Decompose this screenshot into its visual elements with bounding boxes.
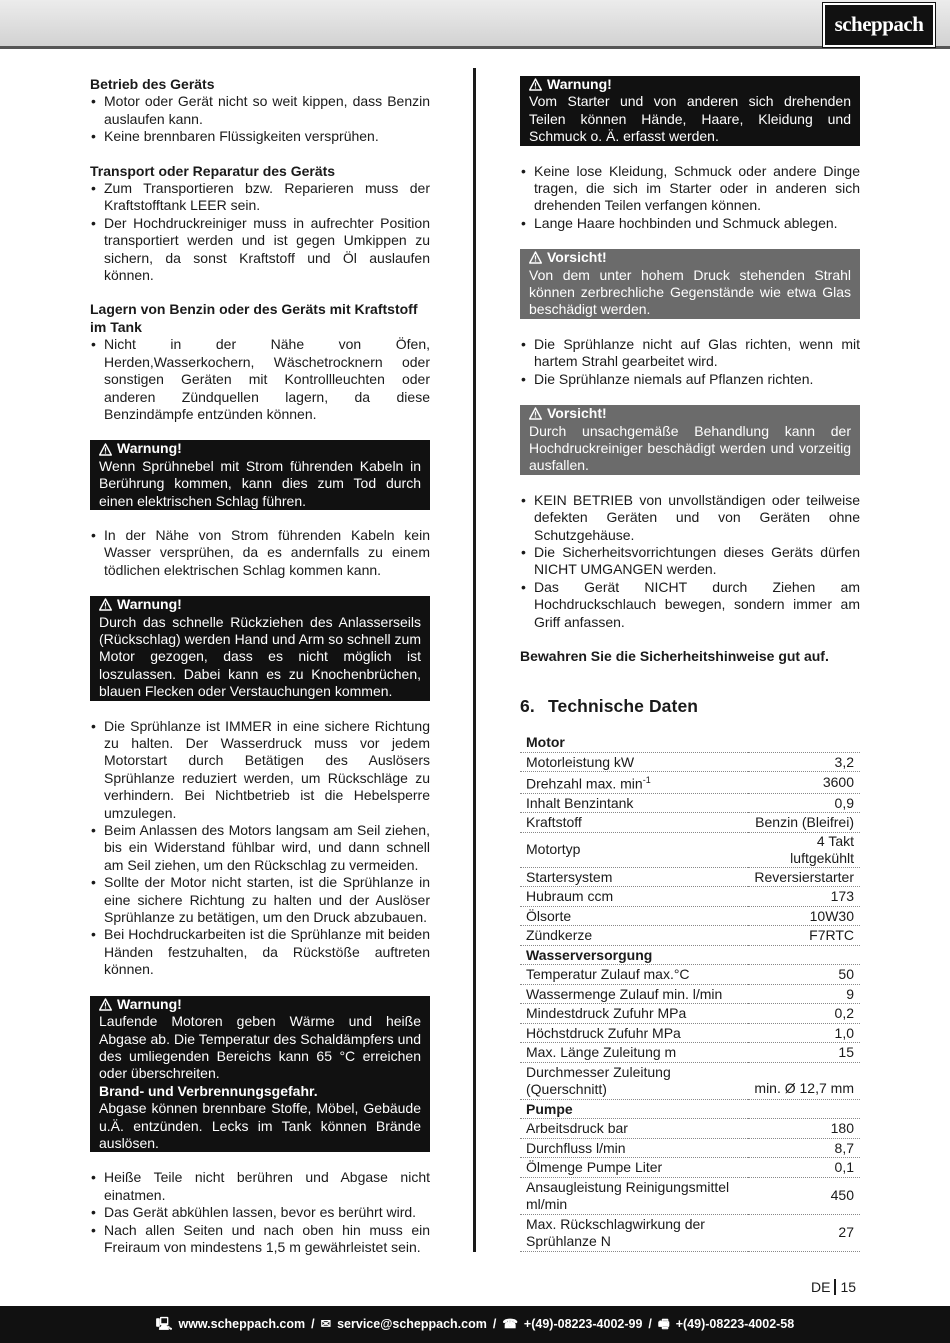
spec-label: Ölsorte	[520, 906, 748, 926]
bullet-list	[520, 336, 860, 388]
page-lang: DE	[811, 1279, 831, 1295]
spec-value: 3,2	[748, 752, 860, 772]
group-label: Motor	[520, 733, 860, 753]
table-row	[520, 926, 860, 946]
spec-value: 1,0	[748, 1023, 860, 1043]
page-number	[811, 1279, 856, 1296]
spec-value: 50	[748, 965, 860, 985]
list-item: • Die Sprühlanze nicht auf Glas richten, wenn mit hartem Strahl gearbeitet wird.	[520, 336, 860, 371]
list-item: • Die Sprühlanze niemals auf Pflanzen richten.	[520, 371, 860, 388]
list-item: • Keine lose Kleidung, Schmuck oder andere Dinge tragen, die sich im Starter oder in anderen sich drehenden Teilen verfangen können.	[520, 163, 860, 215]
section-title-transport: Transport oder Reparatur des Geräts	[90, 162, 336, 179]
keep-instructions-note: Bewahren Sie die Sicherheitshinweise gut auf.	[520, 647, 829, 664]
fax-icon: 🖷	[657, 1316, 670, 1331]
spec-value: 4 Takt luftgekühlt	[748, 832, 860, 867]
footer-bar: 🖳 www.scheppach.com / ✉ service@scheppach.com / ☎ +(49)-08223-4002-99 / 🖷 +(49)-08223-4002-58	[0, 1306, 950, 1343]
spec-label: Drehzahl max. $\min^{-1}$	[520, 772, 748, 794]
table-row	[520, 867, 860, 887]
spec-label: Inhalt Benzintank	[520, 793, 748, 813]
spec-label: Startersystem	[520, 867, 748, 887]
spec-value: Benzin (Bleifrei)	[748, 813, 860, 833]
bullet-list	[90, 718, 430, 979]
list-item: • Zum Transportieren bzw. Reparieren muss der Kraftstofftank LEER sein.	[90, 180, 430, 215]
warning-title: Warnung!	[547, 76, 612, 92]
table-group-row	[520, 945, 860, 965]
spec-label: Temperatur Zulauf max.°C	[520, 965, 748, 985]
caution-title: Vorsicht!	[547, 405, 607, 422]
footer-fax: +(49)-08223-4002-58	[675, 1316, 795, 1331]
bullet-list	[90, 180, 430, 284]
warning-box	[520, 76, 860, 146]
caution-title: Vorsicht!	[547, 249, 607, 266]
spec-label: Motortyp	[520, 832, 748, 867]
list-item: • Das Gerät NICHT durch Ziehen am Hochdruckschlauch bewegen, sondern immer am Griff anfassen.	[520, 579, 860, 631]
list-item: • Der Hochdruckreiniger muss in aufrechter Position transportiert werden und ist gegen Umkippen zu sichern, da sonst Kraftstoff und Öl auslaufen können.	[90, 215, 430, 285]
table-group-row	[520, 733, 860, 753]
spec-value: 10W30	[748, 906, 860, 926]
table-row	[520, 752, 860, 772]
spec-label: Kraftstoff	[520, 813, 748, 833]
warning-text: Wenn Sprühnebel mit Strom führenden Kabeln in Berührung kommen, kann dies zum Tod durch einen elektrischen Schlag führen.	[99, 457, 421, 509]
caution-text: Durch unsachgemäße Behandlung kann der Hochdruckreiniger beschädigt werden und vorzeitig ausfallen.	[529, 422, 851, 474]
warning-title: Warnung!	[117, 995, 182, 1012]
right-column	[520, 76, 860, 1252]
computer-icon: 🖳	[155, 1316, 173, 1331]
list-item: • In der Nähe von Strom führenden Kabeln kein Wasser versprühen, da es andernfalls zu einem tödlichen elektrischen Schlag kommen kann.	[90, 527, 430, 579]
list-item: • KEIN BETRIEB von unvollständigen oder teilweise defekten Geräten und von Geräten ohne Schutzgehäuse.	[520, 492, 860, 544]
list-item: • Das Gerät abkühlen lassen, bevor es berührt wird.	[90, 1204, 430, 1221]
warning-text: Durch das schnelle Rückziehen des Anlasserseils (Rückschlag) werden Hand und Arm so schnell zum Motor gezogen, dass es nicht möglich ist loszulassen. Dabei kann es zu Knochenbrüchen, blauen Flecken oder Verstauchungen kommen.	[99, 613, 421, 700]
spec-label: Durchfluss l/min	[520, 1138, 748, 1158]
warning-triangle-icon	[99, 443, 112, 456]
spec-label: Ölmenge Pumpe Liter	[520, 1158, 748, 1178]
spec-value: 8,7	[748, 1138, 860, 1158]
group-label: Pumpe	[520, 1099, 860, 1119]
scheppach-logo	[823, 3, 935, 47]
spec-label: Arbeitsdruck bar	[520, 1119, 748, 1139]
list-item: • Beim Anlassen des Motors langsam am Seil ziehen, bis ein Widerstand fühlbar wird, und dann schnell am Seil ziehen, um den Rückschlag zu vermeiden.	[90, 822, 430, 874]
list-item: • Die Sprühlanze ist IMMER in eine sichere Richtung zu halten. Der Wasserdruck muss vor jedem Motorstart durch Betätigen des Auslösers Sprühlanze reduziert werden, um Rückschläge zu verhindern. Bei Nichtbetrieb ist die Hebelsperre umzulegen.	[90, 718, 430, 822]
table-row	[520, 813, 860, 833]
warning-triangle-icon	[529, 407, 542, 420]
spec-label: Durchmesser Zuleitung (Querschnitt)	[520, 1062, 748, 1099]
footer-website[interactable]: www.scheppach.com	[178, 1316, 306, 1331]
list-item: • Lange Haare hochbinden und Schmuck ablegen.	[520, 215, 860, 232]
table-row	[520, 1062, 860, 1099]
spec-label: Max. Rückschlagwirkung der Sprühlanze N	[520, 1214, 748, 1251]
spec-value: 0,1	[748, 1158, 860, 1178]
list-item: • Heiße Teile nicht berühren und Abgase nicht einatmen.	[90, 1169, 430, 1204]
spec-label: Zündkerze	[520, 926, 748, 946]
spec-label: Motorleistung kW	[520, 752, 748, 772]
warning-text: Abgase können brennbare Stoffe, Möbel, Gebäude u.Ä. entzünden. Lecks im Tank können Brände auslösen.	[99, 1100, 421, 1151]
warning-box	[90, 440, 430, 510]
header-band	[0, 0, 950, 49]
warning-subtitle: Brand- und Verbrennungsgefahr.	[99, 1082, 318, 1099]
spec-value: 3600	[748, 772, 860, 794]
spec-value: 27	[748, 1214, 860, 1251]
spec-value: min. Ø 12,7 mm	[748, 1062, 860, 1099]
table-row	[520, 1004, 860, 1024]
table-row	[520, 1138, 860, 1158]
table-row	[520, 984, 860, 1004]
tech-data-heading	[520, 698, 860, 715]
column-divider	[473, 68, 476, 1252]
logo-text: scheppach	[834, 12, 924, 37]
phone-icon: ☎	[502, 1316, 518, 1331]
spec-value: 180	[748, 1119, 860, 1139]
table-row	[520, 1119, 860, 1139]
bullet-list	[90, 93, 430, 145]
tech-data-table	[520, 733, 860, 1252]
table-row	[520, 887, 860, 907]
table-row	[520, 1158, 860, 1178]
spec-value: 450	[748, 1177, 860, 1214]
spec-label: Höchstdruck Zufuhr MPa	[520, 1023, 748, 1043]
section-title-operation: Betrieb des Geräts	[90, 76, 215, 92]
footer-phone: +(49)-08223-4002-99	[523, 1316, 643, 1331]
spec-value: 0,9	[748, 793, 860, 813]
list-item: • Nach allen Seiten und nach oben hin muss ein Freiraum von mindestens 1,5 m gewährleistet sein.	[90, 1222, 430, 1257]
table-row	[520, 772, 860, 794]
section-title: Technische Daten	[548, 696, 699, 717]
footer-email[interactable]: service@scheppach.com	[337, 1316, 487, 1331]
spec-value: 0,2	[748, 1004, 860, 1024]
table-row	[520, 1177, 860, 1214]
table-row	[520, 965, 860, 985]
bullet-list	[90, 336, 430, 423]
section-title-storage: Lagern von Benzin oder des Geräts mit Kraftstoff im Tank	[90, 301, 418, 335]
spec-value: Reversierstarter	[748, 867, 860, 887]
list-item: • Die Sicherheitsvorrichtungen dieses Geräts dürfen NICHT UMGANGEN werden.	[520, 544, 860, 579]
spec-label: Max. Länge Zuleitung m	[520, 1043, 748, 1063]
warning-box	[90, 996, 430, 1153]
page-num: 15	[840, 1279, 857, 1295]
table-row	[520, 1214, 860, 1251]
list-item: • Bei Hochdruckarbeiten ist die Sprühlanze mit beiden Händen festzuhalten, da Rückstöße auftreten können.	[90, 926, 430, 978]
list-item: • Keine brennbaren Flüssigkeiten versprühen.	[90, 128, 430, 145]
list-item: • Nicht in der Nähe von Öfen, Herden,Wasserkochern, Wäschetrocknern oder sonstigen Geräten mit Kontrollleuchten oder anderen Zündquellen lagern, da diese Benzindämpfe entzünden können.	[90, 336, 430, 423]
spec-value: 173	[748, 887, 860, 907]
table-row	[520, 906, 860, 926]
spec-label: Mindestdruck Zufuhr MPa	[520, 1004, 748, 1024]
list-item: • Motor oder Gerät nicht so weit kippen, dass Benzin auslaufen kann.	[90, 93, 430, 128]
bullet-list	[520, 163, 860, 233]
left-column	[90, 76, 430, 1256]
bullet-list	[90, 1169, 430, 1256]
spec-value: 9	[748, 984, 860, 1004]
table-row	[520, 793, 860, 813]
table-row	[520, 1023, 860, 1043]
warning-title: Warnung!	[117, 440, 182, 457]
group-label: Wasserversorgung	[520, 945, 860, 965]
warning-triangle-icon	[529, 78, 542, 91]
caution-text: Von dem unter hohem Druck stehenden Strahl können zerbrechliche Gegenstände wie etwa Glas beschädigt werden.	[529, 266, 851, 318]
spec-label: Hubraum ccm	[520, 887, 748, 907]
table-row	[520, 1043, 860, 1063]
table-row	[520, 832, 860, 867]
spec-label: Wassermenge Zulauf min. l/min	[520, 984, 748, 1004]
warning-text: Vom Starter und von anderen sich drehenden Teilen können Hände, Haare, Kleidung und Schmuck o. Ä. erfasst werden.	[529, 93, 851, 145]
warning-triangle-icon	[99, 598, 112, 611]
bullet-list	[520, 492, 860, 631]
mail-icon: ✉	[320, 1316, 332, 1331]
caution-box	[520, 249, 860, 319]
warning-triangle-icon	[99, 998, 112, 1011]
warning-box	[90, 596, 430, 700]
spec-value: F7RTC	[748, 926, 860, 946]
spec-label: Ansaugleistung Reinigungsmittel ml/min	[520, 1177, 748, 1214]
warning-triangle-icon	[529, 251, 542, 264]
table-group-row	[520, 1099, 860, 1119]
warning-text: Laufende Motoren geben Wärme und heiße Abgase ab. Die Temperatur des Schaldämpfers und des umliegenden Bereichs kann 65 °C erreichen oder überschreiten.	[99, 1013, 421, 1082]
bullet-list	[90, 527, 430, 579]
list-item: • Sollte der Motor nicht starten, ist die Sprühlanze in eine sichere Richtung zu halten und der Auslöser Sprühlanze zu betätigen, um den Druck abzubauen.	[90, 874, 430, 926]
warning-title: Warnung!	[117, 596, 182, 613]
section-number: 6.	[520, 696, 535, 717]
spec-value: 15	[748, 1043, 860, 1063]
caution-box	[520, 405, 860, 475]
